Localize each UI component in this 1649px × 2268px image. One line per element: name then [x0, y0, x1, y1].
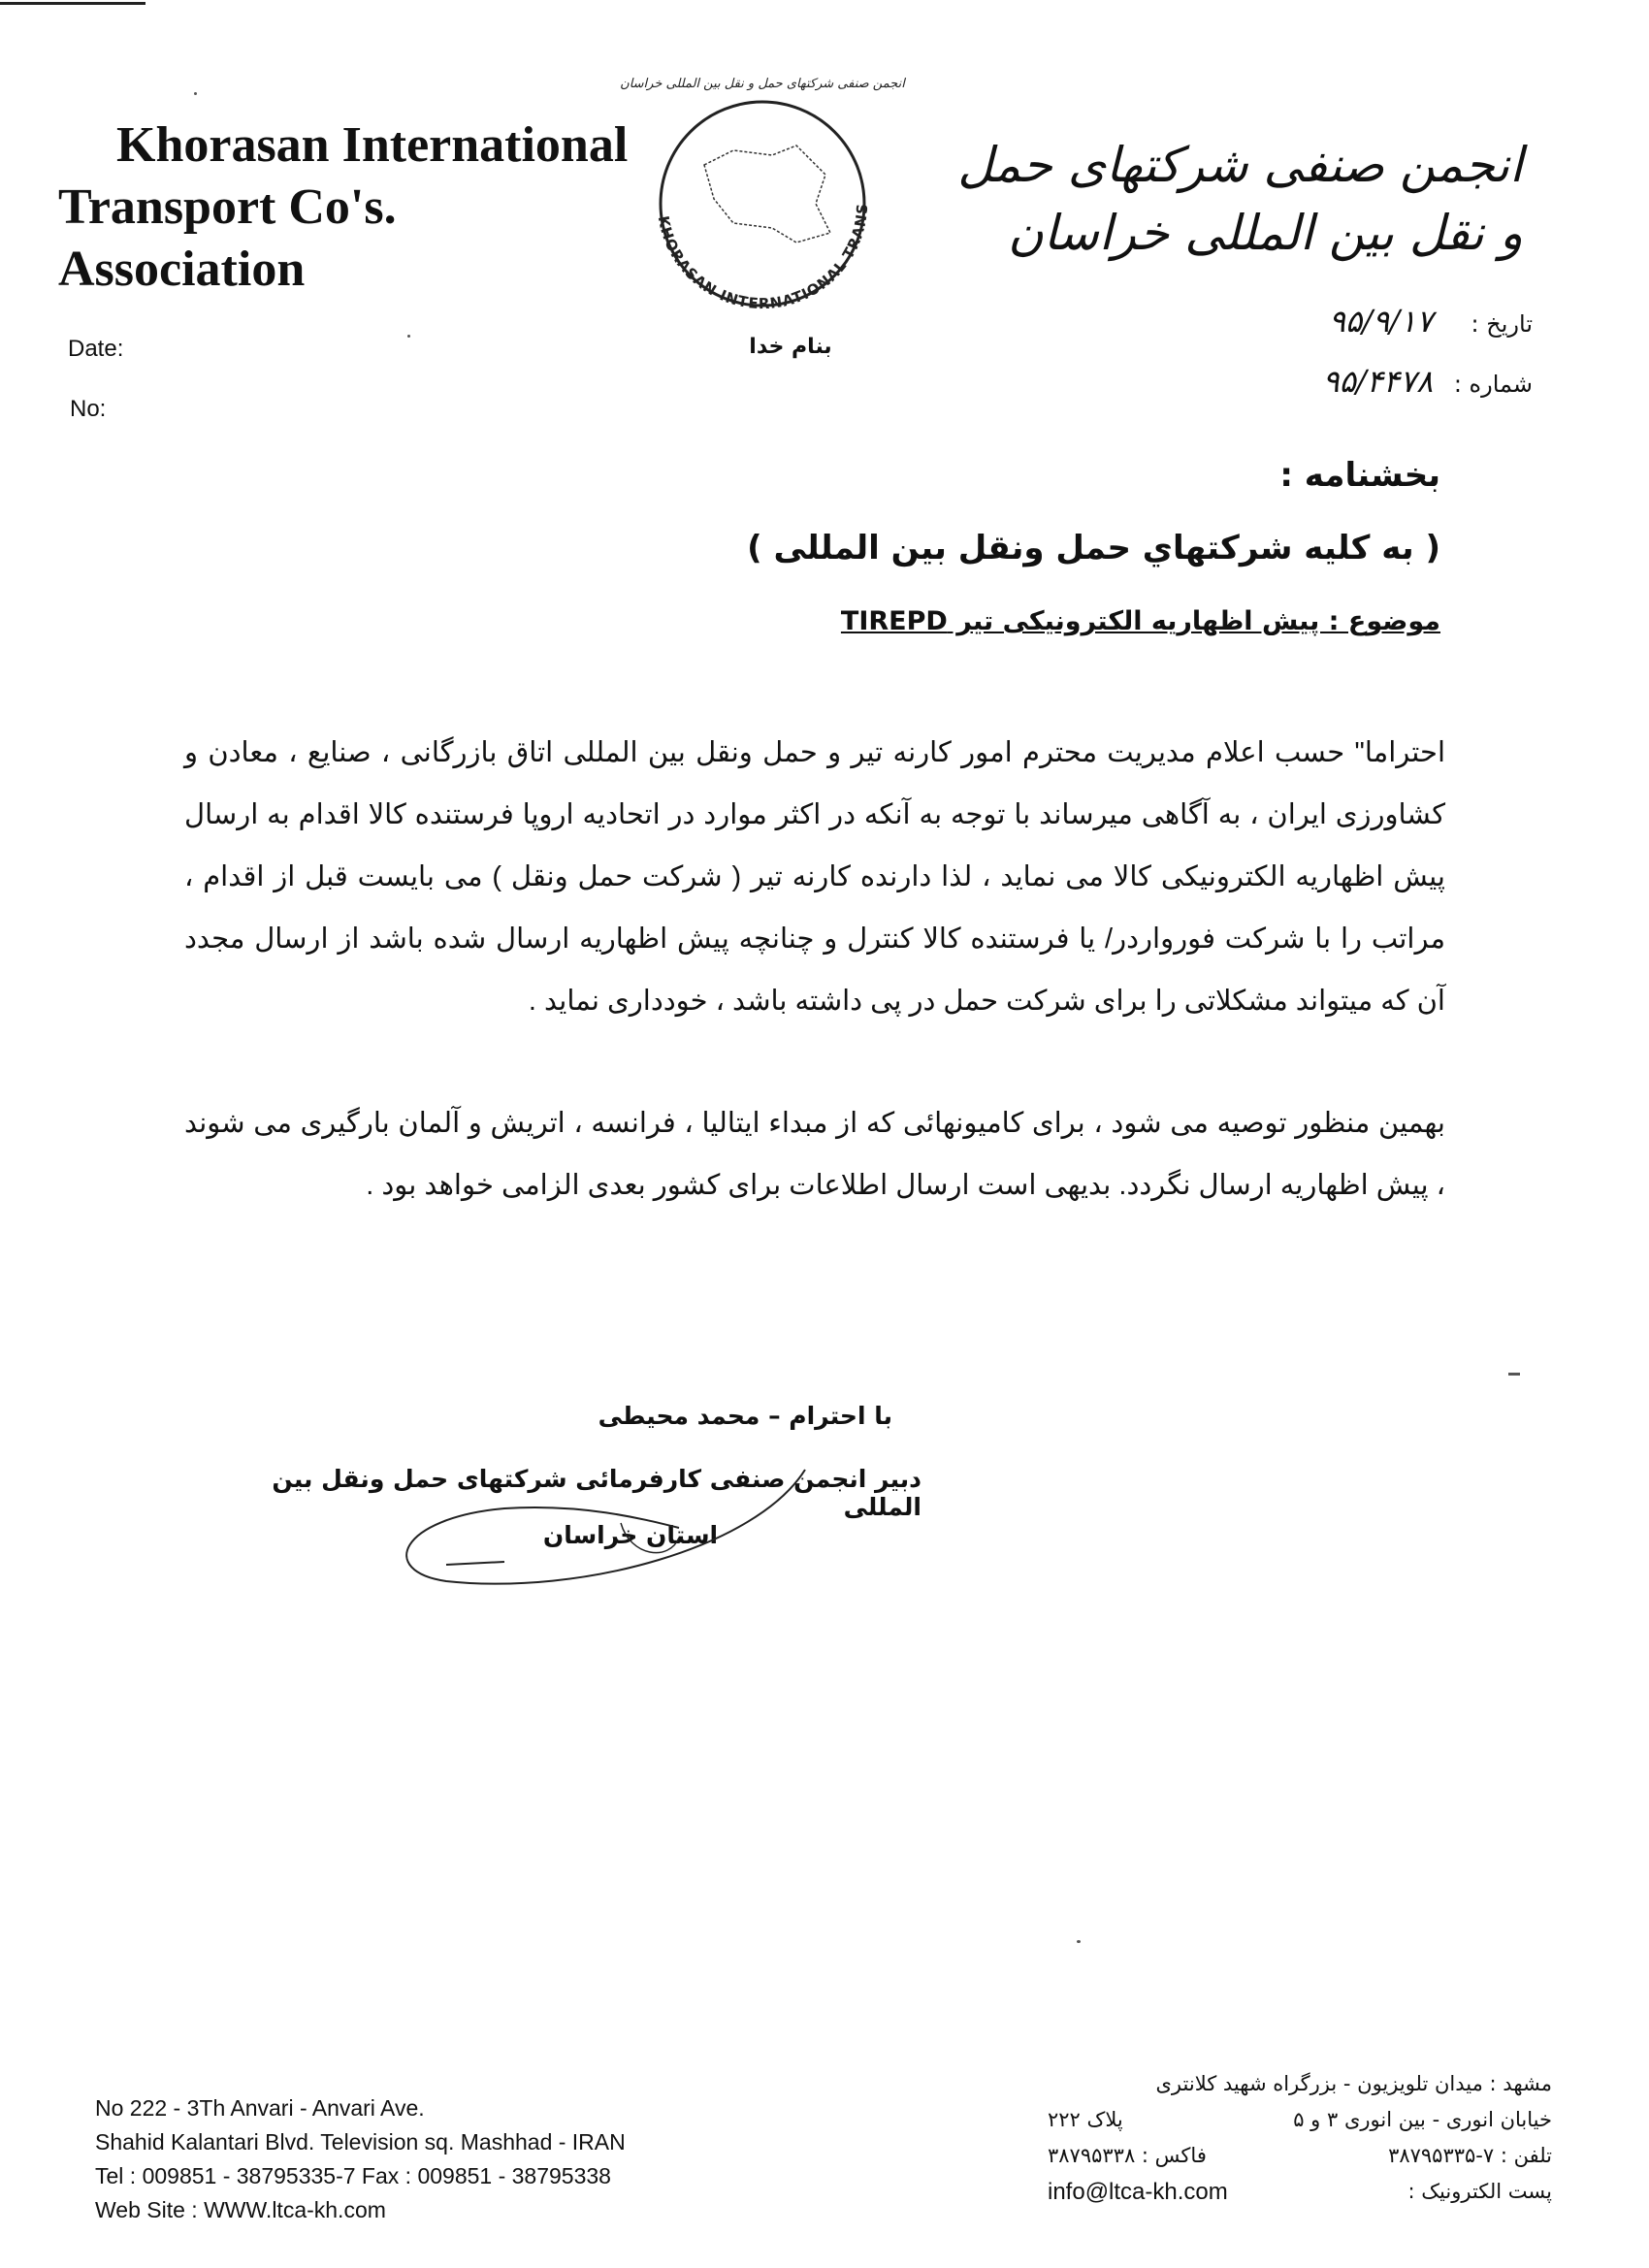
footer-en-line3: Tel : 009851 - 38795335-7 Fax : 009851 - 38795338: [95, 2163, 611, 2188]
signature-title: دبیر انجمن صنفی کارفرمائی شرکتهای حمل ونقل بین المللی: [272, 1465, 922, 1521]
svg-text:KHORASAN INTERNATIONAL TRANSPO: [617, 58, 871, 312]
org-name-fa: انجمن صنفی شرکتهای حمل و نقل بین المللی خراسان: [957, 137, 1523, 261]
circular-title: بخشنامه :: [1279, 456, 1440, 495]
footer-en-line1: No 222 - 3Th Anvari - Anvari Ave.: [95, 2095, 425, 2121]
association-seal-logo: [617, 58, 908, 340]
signature-closing: با احترام – محمد محیطی: [598, 1402, 892, 1430]
footer-fa-phones: [1048, 2138, 1552, 2174]
number-field-fa: [1125, 363, 1533, 400]
body-paragraph-2: بهمین منظور توصیه می شود ، برای کامیونهائی که از مبداء ایتالیا ، فرانسه ، اتریش و آلمان بارگیری می شوند ، پیش اظهاریه ارسال نگردد. بدیهی است ارسال اطلاعات برای کشور بعدی الزامی خواهد بود .: [184, 1108, 1445, 1201]
footer-fa-email-row: [1048, 2174, 1552, 2210]
footer-fa-street: خیابان انوری - بین انوری ۳ و ۵: [1293, 2108, 1552, 2131]
scan-speck: [407, 335, 410, 338]
org-name-en: [58, 114, 640, 301]
scan-speck: [1077, 1940, 1081, 1943]
footer-fa-email-label: پست الکترونیک :: [1407, 2180, 1552, 2203]
footer-email: info@ltca-kh.com: [1048, 2179, 1228, 2205]
footer-fa-tel: تلفن : ۷-۳۸۷۹۵۳۳۵: [1388, 2144, 1552, 2167]
scan-speck: [1508, 1373, 1520, 1376]
handwritten-signature: [388, 1450, 824, 1596]
subject-line: موضوع : پیش اظهاریه الکترونیکی تیر TIREPD: [840, 606, 1440, 636]
number-label-fa: شماره :: [1453, 371, 1533, 398]
org-name-en-line1: Khorasan International: [116, 117, 629, 173]
footer-address-en: [95, 2091, 716, 2227]
recipients-line: ( به کلیه شرکتهاي حمل ونقل بین المللی ): [747, 529, 1440, 567]
number-value: ۹۵/۴۴۷۸: [1322, 363, 1434, 400]
date-value: ۹۵/۹/۱۷: [1328, 303, 1434, 340]
footer-en-line2: Shahid Kalantari Blvd. Television sq. Mashhad - IRAN: [95, 2129, 626, 2155]
footer-fa-line2: [1048, 2102, 1552, 2138]
footer-fa-fax: فاکس : ۳۸۷۹۵۳۳۸: [1048, 2144, 1207, 2167]
date-field-fa: [1125, 303, 1533, 340]
footer-address-fa: [1048, 2066, 1552, 2210]
besmellah: بنام خدا: [749, 335, 832, 359]
number-label-en: No:: [70, 396, 107, 422]
date-label-en: Date:: [68, 336, 124, 362]
seal-top-text: انجمن صنفی شرکتهای حمل و نقل بین المللی خراسان: [620, 77, 905, 91]
footer-fa-line1: مشهد : میدان تلویزیون - بزرگراه شهید کلانتری: [1155, 2072, 1552, 2095]
body-paragraph-1: احتراما" حسب اعلام مدیریت محترم امور کارنه تیر و حمل ونقل بین المللی اتاق بازرگانی ، صنایع ، معادن و کشاورزی ایران ، به آگاهی میرساند با توجه به آنکه در اکثر موارد در اتحادیه اروپا فرستنده کالا اقدام به ارسال پیش اظهاریه الکترونیکی کالا می نماید ، لذا دارنده کارنه تیر ( شرکت حمل ونقل ) می بایست قبل از اقدام ، مراتب را با شرکت فورواردر/ یا فرستنده کالا کنترل و چنانچه پیش اظهاریه ارسال شده باشد از ارسال مجدد آن که میتواند مشکلاتی را برای شرکت حمل در پی داشته باشد ، خودداری نماید .: [184, 737, 1446, 1017]
seal-ring-text: KHORASAN INTERNATIONAL TRANS: [654, 202, 872, 313]
top-rule: [0, 2, 146, 5]
footer-fa-plaque: پلاک ۲۲۲: [1048, 2108, 1123, 2131]
date-label-fa: تاریخ :: [1471, 310, 1533, 338]
scan-speck: [194, 92, 197, 95]
signature-province: استان خراسان: [542, 1521, 719, 1549]
org-name-en-line2: Transport Co's. Association: [58, 179, 397, 297]
footer-en-line4: Web Site : WWW.ltca-kh.com: [95, 2197, 386, 2222]
